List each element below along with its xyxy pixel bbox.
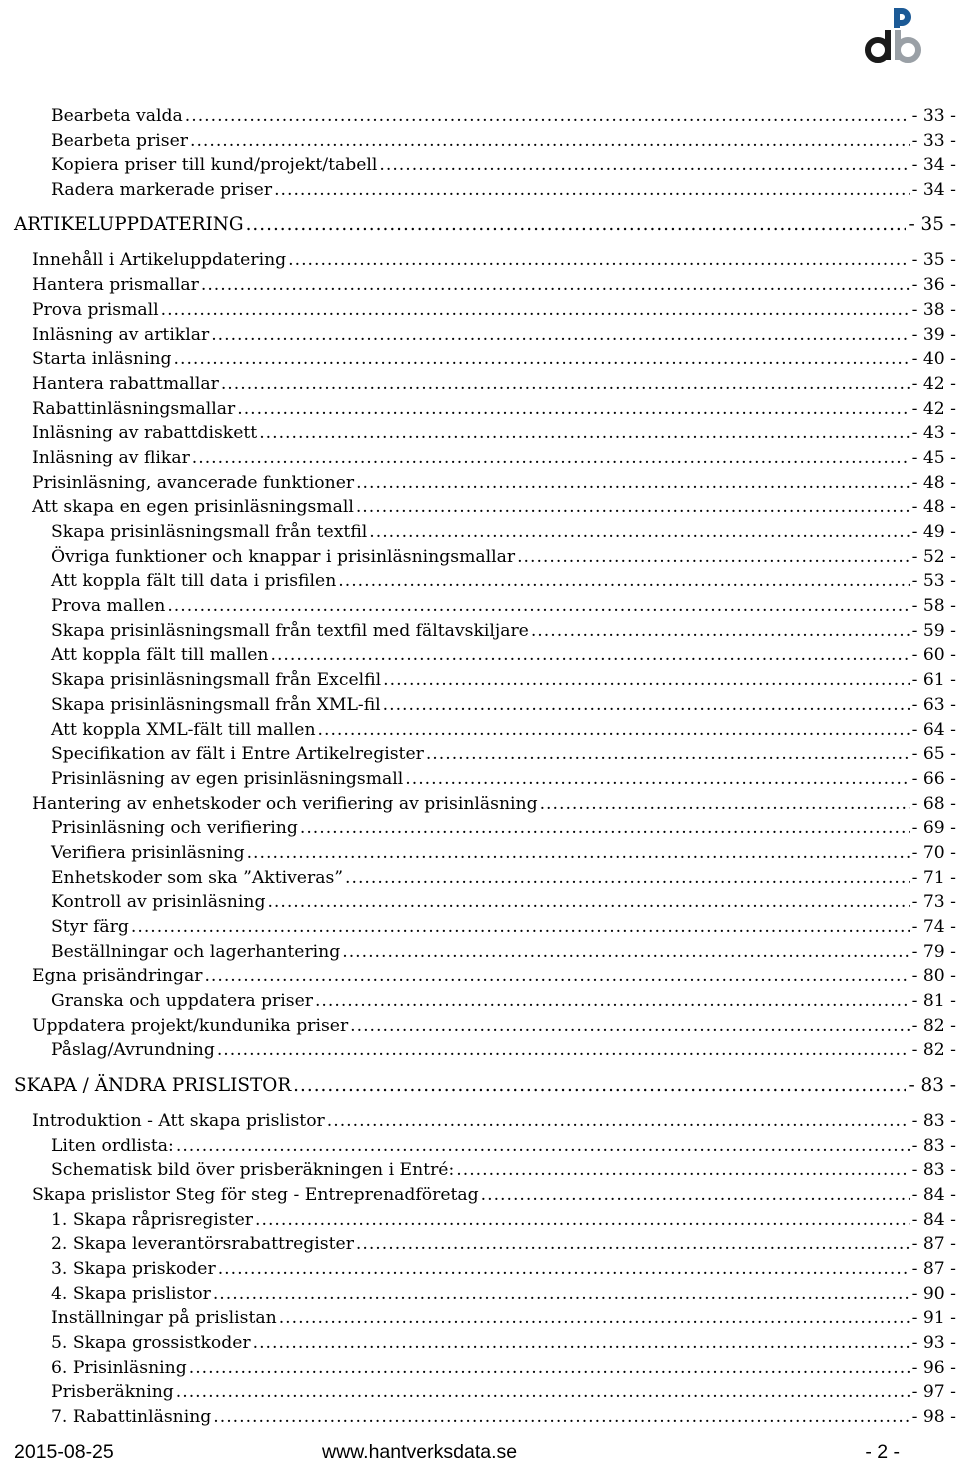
toc-entry[interactable] [0,693,960,718]
toc-entry[interactable] [0,323,960,348]
toc-entry-label: Specifikation av fält i Entre Artikelregister [51,744,424,765]
toc-dot-leader [174,347,910,372]
toc-entry-label: Inläsning av rabattdiskett [32,423,258,444]
toc-entry[interactable] [0,816,960,841]
toc-entry[interactable] [0,1282,960,1307]
toc-entry-page-number: - 80 - [911,966,956,987]
toc-entry[interactable] [0,446,960,471]
toc-dot-leader [315,989,910,1014]
toc-dot-leader [456,1158,909,1183]
toc-entry-label: Prova mallen [51,596,166,617]
toc-entry-page-number: - 97 - [911,1382,956,1403]
toc-entry[interactable] [0,397,960,422]
toc-entry[interactable] [0,792,960,817]
toc-entry-page-number: - 34 - [911,180,956,201]
toc-dot-leader [369,520,909,545]
toc-entry[interactable] [0,569,960,594]
toc-entry-label: Granska och uppdatera priser [51,991,313,1012]
toc-entry[interactable] [0,153,960,178]
toc-entry-label: 2. Skapa leverantörsrabattregister [51,1234,354,1255]
toc-entry[interactable] [0,742,960,767]
toc-entry[interactable] [0,643,960,668]
toc-entry-label: Bearbeta priser [51,130,188,151]
toc-entry[interactable] [0,347,960,372]
toc-dot-leader [531,619,910,644]
toc-entry-label: Enhetskoder som ska ”Aktiveras” [51,867,344,888]
toc-entry[interactable] [0,989,960,1014]
toc-entry-page-number: - 58 - [911,596,956,617]
toc-dot-leader [259,421,909,446]
toc-entry-page-number: - 90 - [911,1283,956,1304]
toc-entry-page-number: - 36 - [911,275,956,296]
toc-dot-leader [405,767,909,792]
toc-entry-page-number: - 82 - [911,1040,956,1061]
toc-entry[interactable] [0,1183,960,1208]
toc-entry[interactable] [0,104,960,129]
toc-entry[interactable] [0,1356,960,1381]
toc-entry-page-number: - 98 - [911,1407,956,1428]
toc-entry[interactable] [0,964,960,989]
toc-entry-label: Skapa prisinläsningsmall från Excelfil [51,670,382,691]
toc-entry-page-number: - 69 - [911,818,956,839]
toc-entry-label: Uppdatera projekt/kundunika priser [32,1015,349,1036]
toc-dot-leader [350,1014,909,1039]
toc-dot-leader [383,693,910,718]
toc-dot-leader [204,964,909,989]
toc-entry-page-number: - 71 - [911,867,956,888]
toc-entry-page-number: - 63 - [911,694,956,715]
toc-entry-page-number: - 83 - [911,1135,956,1156]
toc-dot-leader [237,397,909,422]
toc-entry-page-number: - 84 - [911,1209,956,1230]
toc-entry[interactable] [0,545,960,570]
toc-entry-label: Att koppla fält till data i prisfilen [51,571,337,592]
toc-entry-label: Starta inläsning [32,349,172,370]
toc-dot-leader [379,153,909,178]
toc-dot-leader [192,446,910,471]
toc-entry-page-number: - 35 - [908,214,956,236]
toc-dot-leader [131,915,910,940]
toc-entry-page-number: - 81 - [911,991,956,1012]
toc-entry-page-number: - 49 - [911,522,956,542]
toc-entry-page-number: - 60 - [911,645,956,666]
toc-entry-label: Kontroll av prisinläsning [51,892,266,913]
toc-dot-leader [213,1405,909,1430]
toc-entry[interactable] [0,298,960,323]
toc-entry-page-number: - 96 - [911,1357,956,1378]
toc-entry[interactable] [0,940,960,965]
toc-entry-label: Innehåll i Artikeluppdatering [32,250,287,271]
toc-entry[interactable] [0,915,960,940]
toc-entry-page-number: - 83 - [911,1110,956,1131]
toc-entry[interactable] [0,421,960,446]
toc-dot-leader [540,792,910,817]
toc-entry[interactable] [0,248,960,273]
toc-entry[interactable] [0,866,960,891]
toc-entry-label: 1. Skapa råprisregister [51,1209,254,1230]
toc-entry-page-number: - 87 - [911,1234,956,1255]
toc-entry-page-number: - 83 - [908,1074,956,1096]
hantverksdata-logo-icon [864,4,922,66]
toc-entry[interactable] [0,129,960,154]
toc-entry-label: Skapa prisinläsningsmall från textfil [51,522,368,542]
toc-dot-leader [356,495,910,520]
toc-entry[interactable] [0,1405,960,1430]
toc-entry[interactable] [0,1208,960,1233]
toc-entry-label: Verifiera prisinläsning [51,842,245,863]
toc-entry-label: Övriga funktioner och knappar i prisinläsningsmallar [51,546,516,567]
toc-dot-leader [201,273,910,298]
toc-entry[interactable] [0,1380,960,1405]
toc-entry-label: Prova prismall [32,299,159,320]
toc-entry-page-number: - 59 - [911,620,956,641]
toc-entry[interactable] [0,668,960,693]
toc-entry[interactable] [0,1074,960,1099]
toc-entry-label: Inläsning av artiklar [32,324,210,345]
toc-entry[interactable] [0,767,960,792]
toc-dot-leader [327,1109,910,1134]
toc-entry-label: 6. Prisinläsning [51,1357,187,1378]
toc-entry-page-number: - 53 - [911,571,956,592]
toc-dot-leader [247,841,910,866]
toc-dot-leader [253,1331,910,1356]
toc-dot-leader [288,248,909,273]
toc-entry-label: SKAPA / ÄNDRA PRISLISTOR [14,1074,292,1096]
toc-dot-leader [221,372,910,397]
toc-entry-label: 5. Skapa grossistkoder [51,1333,251,1353]
toc-entry-page-number: - 43 - [911,423,956,444]
toc-entry-label: 4. Skapa prislistor [51,1283,211,1304]
toc-entry[interactable] [0,372,960,397]
toc-entry-label: Inläsning av flikar [32,447,190,468]
toc-entry[interactable] [0,1331,960,1356]
toc-entry-page-number: - 40 - [911,349,956,370]
toc-entry-page-number: - 42 - [911,398,956,419]
toc-dot-leader [189,1356,910,1381]
toc-entry-label: 7. Rabattinläsning [51,1407,212,1428]
toc-entry-label: Styr färg [51,917,129,937]
toc-dot-leader [279,1306,910,1331]
toc-dot-leader [517,545,910,570]
toc-entry-label: Att koppla fält till mallen [51,645,269,666]
toc-entry-label: Hantera rabattmallar [32,373,219,394]
table-of-contents [0,104,960,1430]
toc-dot-leader [176,1380,910,1405]
toc-entry-label: Prisinläsning och verifiering [51,818,298,839]
toc-entry-label: 3. Skapa priskoder [51,1258,216,1279]
toc-entry[interactable] [0,1306,960,1331]
toc-entry[interactable] [0,1232,960,1257]
toc-dot-leader [383,668,909,693]
toc-entry-label: Skapa prislistor Steg för steg - Entreprenadföretag [32,1184,479,1205]
toc-entry-page-number: - 91 - [911,1308,956,1329]
toc-dot-leader [274,178,910,203]
toc-dot-leader [246,213,907,238]
toc-entry-page-number: - 84 - [911,1184,956,1205]
toc-entry[interactable] [0,495,960,520]
toc-entry-page-number: - 42 - [911,373,956,394]
toc-dot-leader [213,1282,910,1307]
toc-entry-page-number: - 34 - [911,155,956,176]
toc-entry-page-number: - 61 - [911,670,956,691]
toc-entry-page-number: - 66 - [911,768,956,789]
toc-entry-label: Prisberäkning [51,1382,174,1403]
toc-entry-page-number: - 38 - [911,299,956,320]
toc-entry[interactable] [0,619,960,644]
toc-dot-leader [342,940,909,965]
toc-entry-label: Kopiera priser till kund/projekt/tabell [51,155,378,176]
toc-dot-leader [211,323,909,348]
footer-date: 2015-08-25 [14,1441,114,1463]
toc-entry[interactable] [0,520,960,545]
toc-entry[interactable] [0,178,960,203]
toc-entry[interactable] [0,1257,960,1282]
toc-entry[interactable] [0,1158,960,1183]
toc-entry-page-number: - 73 - [911,892,956,913]
toc-entry-label: Beställningar och lagerhantering [51,941,341,962]
footer-website-link[interactable]: www.hantverksdata.se [322,1441,518,1463]
toc-entry[interactable] [0,594,960,619]
toc-entry-page-number: - 48 - [911,472,956,493]
toc-entry-label: Hantera prismallar [32,275,199,296]
toc-entry-page-number: - 79 - [911,941,956,962]
toc-dot-leader [185,104,910,129]
toc-dot-leader [356,1232,910,1257]
toc-entry-label: Skapa prisinläsningsmall från textfil med fältavskiljare [51,620,529,641]
toc-entry[interactable] [0,1109,960,1134]
toc-entry-page-number: - 33 - [911,106,956,126]
toc-dot-leader [218,1257,910,1282]
toc-entry-page-number: - 65 - [911,744,956,765]
toc-dot-leader [270,643,909,668]
toc-dot-leader [345,866,910,891]
toc-dot-leader [356,471,909,496]
toc-entry-page-number: - 82 - [911,1015,956,1036]
toc-entry-page-number: - 33 - [911,130,956,151]
toc-entry-page-number: - 83 - [911,1160,956,1181]
toc-entry-page-number: - 87 - [911,1258,956,1279]
toc-dot-leader [217,1038,910,1063]
toc-entry[interactable] [0,890,960,915]
toc-entry-label: ARTIKELUPPDATERING [14,214,244,236]
toc-entry[interactable] [0,1038,960,1063]
toc-entry-label: Skapa prisinläsningsmall från XML-fil [51,694,381,715]
toc-entry-page-number: - 45 - [911,447,956,468]
toc-entry-page-number: - 52 - [911,546,956,567]
toc-entry[interactable] [0,213,960,238]
toc-entry[interactable] [0,1134,960,1159]
toc-entry-label: Påslag/Avrundning [51,1040,215,1061]
toc-dot-leader [481,1183,910,1208]
toc-dot-leader [267,890,909,915]
toc-entry-page-number: - 48 - [911,497,956,518]
toc-entry-label: Liten ordlista: [51,1135,174,1156]
toc-entry[interactable] [0,1014,960,1039]
toc-entry-label: Rabattinläsningsmallar [32,398,236,419]
toc-entry-label: Egna prisändringar [32,966,203,987]
toc-entry[interactable] [0,273,960,298]
toc-entry-page-number: - 70 - [911,842,956,863]
toc-entry-label: Introduktion - Att skapa prislistor [32,1110,325,1131]
toc-entry-label: Inställningar på prislistan [51,1308,277,1329]
toc-entry[interactable] [0,718,960,743]
toc-entry-page-number: - 35 - [911,250,956,271]
toc-dot-leader [161,298,910,323]
toc-entry-label: Schematisk bild över prisberäkningen i Entré: [51,1160,455,1181]
toc-entry-page-number: - 39 - [911,324,956,345]
toc-entry-label: Att koppla XML-fält till mallen [51,719,316,740]
toc-entry-label: Prisinläsning av egen prisinläsningsmall [51,768,404,789]
toc-entry-page-number: - 93 - [911,1333,956,1353]
toc-dot-leader [190,129,910,154]
toc-entry-label: Bearbeta valda [51,106,183,126]
toc-entry-page-number: - 68 - [911,793,956,814]
toc-entry[interactable] [0,471,960,496]
toc-dot-leader [293,1074,906,1099]
toc-dot-leader [255,1208,910,1233]
toc-dot-leader [300,816,910,841]
toc-dot-leader [176,1134,910,1159]
toc-entry-label: Radera markerade priser [51,180,273,201]
toc-entry-label: Att skapa en egen prisinläsningsmall [32,497,354,518]
toc-dot-leader [167,594,909,619]
toc-entry-page-number: - 74 - [911,917,956,937]
toc-entry-label: Hantering av enhetskoder och verifiering av prisinläsning [32,793,538,814]
toc-entry-label: Prisinläsning, avancerade funktioner [32,472,355,493]
footer-page-number: - 2 - [865,1441,900,1463]
toc-dot-leader [426,742,910,767]
toc-entry[interactable] [0,841,960,866]
toc-dot-leader [338,569,909,594]
toc-entry-page-number: - 64 - [911,719,956,740]
toc-dot-leader [318,718,910,743]
